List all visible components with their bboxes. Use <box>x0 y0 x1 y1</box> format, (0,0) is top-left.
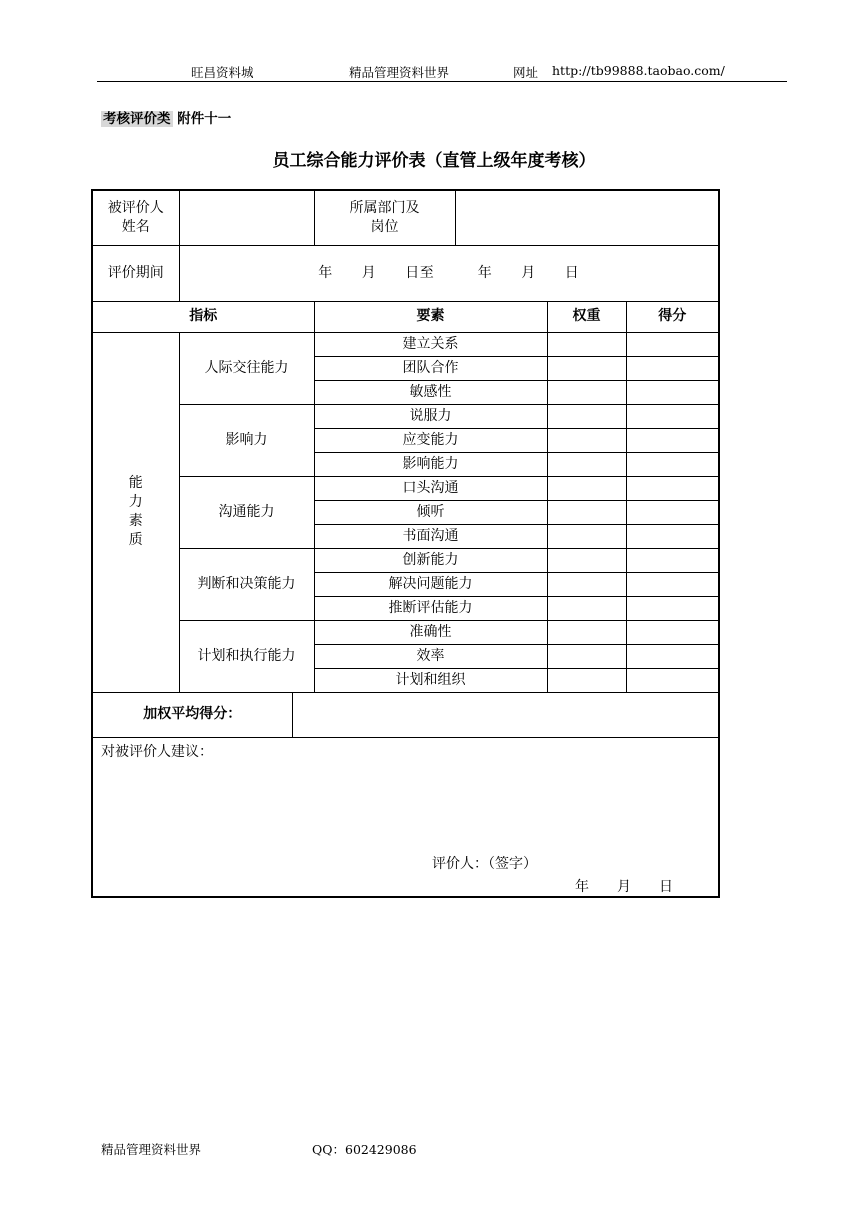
period-value-cell[interactable]: 年 月 日至 年 月 日 <box>179 245 719 301</box>
element-cell: 创新能力 <box>314 548 547 572</box>
name-label-line1: 被评价人 <box>107 199 164 216</box>
row-column-headers <box>92 301 719 332</box>
col-header-element: 要素 <box>314 301 547 332</box>
indicator-row <box>92 548 719 572</box>
footer-qq-text: QQ：602429086 <box>312 1142 417 1157</box>
dept-value-cell[interactable] <box>455 190 719 245</box>
signature-label: 评价人：（签字） <box>432 855 537 872</box>
weight-input-cell[interactable] <box>547 644 626 668</box>
period-label-cell: 评价期间 <box>92 245 179 301</box>
suggestion-cell[interactable] <box>92 737 719 897</box>
element-cell: 准确性 <box>314 620 547 644</box>
weight-input-cell[interactable] <box>547 404 626 428</box>
row-person-info <box>92 190 719 245</box>
weight-input-cell[interactable] <box>547 620 626 644</box>
weight-input-cell[interactable] <box>547 356 626 380</box>
weight-input-cell[interactable] <box>547 452 626 476</box>
element-cell: 推断评估能力 <box>314 596 547 620</box>
score-input-cell[interactable] <box>626 500 719 524</box>
weight-input-cell[interactable] <box>547 476 626 500</box>
weight-input-cell[interactable] <box>547 428 626 452</box>
row-weighted-average <box>92 692 719 737</box>
indicator-group-cell: 影响力 <box>179 404 314 476</box>
element-cell: 书面沟通 <box>314 524 547 548</box>
score-input-cell[interactable] <box>626 404 719 428</box>
section-label-char: 力 <box>128 494 143 510</box>
row-suggestions <box>92 737 719 897</box>
section-label-char: 能 <box>128 475 143 491</box>
indicator-row <box>92 476 719 500</box>
score-input-cell[interactable] <box>626 380 719 404</box>
indicator-row <box>92 620 719 644</box>
col-header-weight: 权重 <box>547 301 626 332</box>
dept-label-cell <box>314 190 455 245</box>
score-input-cell[interactable] <box>626 668 719 692</box>
element-cell: 解决问题能力 <box>314 572 547 596</box>
dept-label-line1: 所属部门及 <box>349 199 420 216</box>
dept-label-line2: 岗位 <box>370 218 399 235</box>
weight-input-cell[interactable] <box>547 332 626 356</box>
element-cell: 口头沟通 <box>314 476 547 500</box>
weight-input-cell[interactable] <box>547 668 626 692</box>
element-cell: 计划和组织 <box>314 668 547 692</box>
score-input-cell[interactable] <box>626 572 719 596</box>
weight-input-cell[interactable] <box>547 500 626 524</box>
element-cell: 建立关系 <box>314 332 547 356</box>
weighted-average-label: 加权平均得分： <box>92 692 292 737</box>
category-label: 考核评价类 <box>103 111 171 127</box>
score-input-cell[interactable] <box>626 524 719 548</box>
score-input-cell[interactable] <box>626 332 719 356</box>
indicator-row <box>92 404 719 428</box>
score-input-cell[interactable] <box>626 356 719 380</box>
score-input-cell[interactable] <box>626 644 719 668</box>
header-rule <box>97 81 787 82</box>
weight-input-cell[interactable] <box>547 524 626 548</box>
indicator-group-cell: 计划和执行能力 <box>179 620 314 692</box>
weight-input-cell[interactable] <box>547 572 626 596</box>
row-period <box>92 245 719 301</box>
weight-input-cell[interactable] <box>547 380 626 404</box>
section-label-cell <box>92 332 179 692</box>
section-label-char: 质 <box>128 532 143 548</box>
score-input-cell[interactable] <box>626 596 719 620</box>
name-value-cell[interactable] <box>179 190 314 245</box>
name-label-line2: 姓名 <box>121 218 150 235</box>
weight-input-cell[interactable] <box>547 596 626 620</box>
weighted-average-value-cell[interactable] <box>292 692 719 737</box>
suggestion-label: 对被评价人建议： <box>101 743 213 760</box>
element-cell: 应变能力 <box>314 428 547 452</box>
score-input-cell[interactable] <box>626 620 719 644</box>
element-cell: 影响能力 <box>314 452 547 476</box>
indicator-group-cell: 沟通能力 <box>179 476 314 548</box>
header-url-link[interactable]: http://tb99888.taobao.com/ <box>552 63 725 78</box>
footer-left-text: 精品管理资料世界 <box>101 1142 202 1157</box>
attachment-label: 附件十一 <box>177 111 232 127</box>
score-input-cell[interactable] <box>626 428 719 452</box>
weight-input-cell[interactable] <box>547 548 626 572</box>
name-label-cell <box>92 190 179 245</box>
header-center-text: 精品管理资料世界 <box>349 65 450 80</box>
page-header <box>0 63 868 83</box>
element-cell: 倾听 <box>314 500 547 524</box>
category-line <box>101 107 231 127</box>
col-header-score: 得分 <box>626 301 719 332</box>
indicator-group-cell: 人际交往能力 <box>179 332 314 404</box>
header-url-label: 网址 <box>513 65 539 80</box>
score-input-cell[interactable] <box>626 476 719 500</box>
element-cell: 敏感性 <box>314 380 547 404</box>
col-header-indicator: 指标 <box>92 301 314 332</box>
element-cell: 效率 <box>314 644 547 668</box>
score-input-cell[interactable] <box>626 548 719 572</box>
indicator-row <box>92 332 719 356</box>
element-cell: 说服力 <box>314 404 547 428</box>
indicator-group-cell: 判断和决策能力 <box>179 548 314 620</box>
element-cell: 团队合作 <box>314 356 547 380</box>
section-label-char: 素 <box>128 513 143 529</box>
signature-date-line: 年 月 日 <box>575 878 673 895</box>
evaluation-form-table <box>91 189 720 898</box>
page-title: 员工综合能力评价表（直管上级年度考核） <box>272 151 596 171</box>
header-left-text: 旺昌资料城 <box>191 65 254 80</box>
score-input-cell[interactable] <box>626 452 719 476</box>
